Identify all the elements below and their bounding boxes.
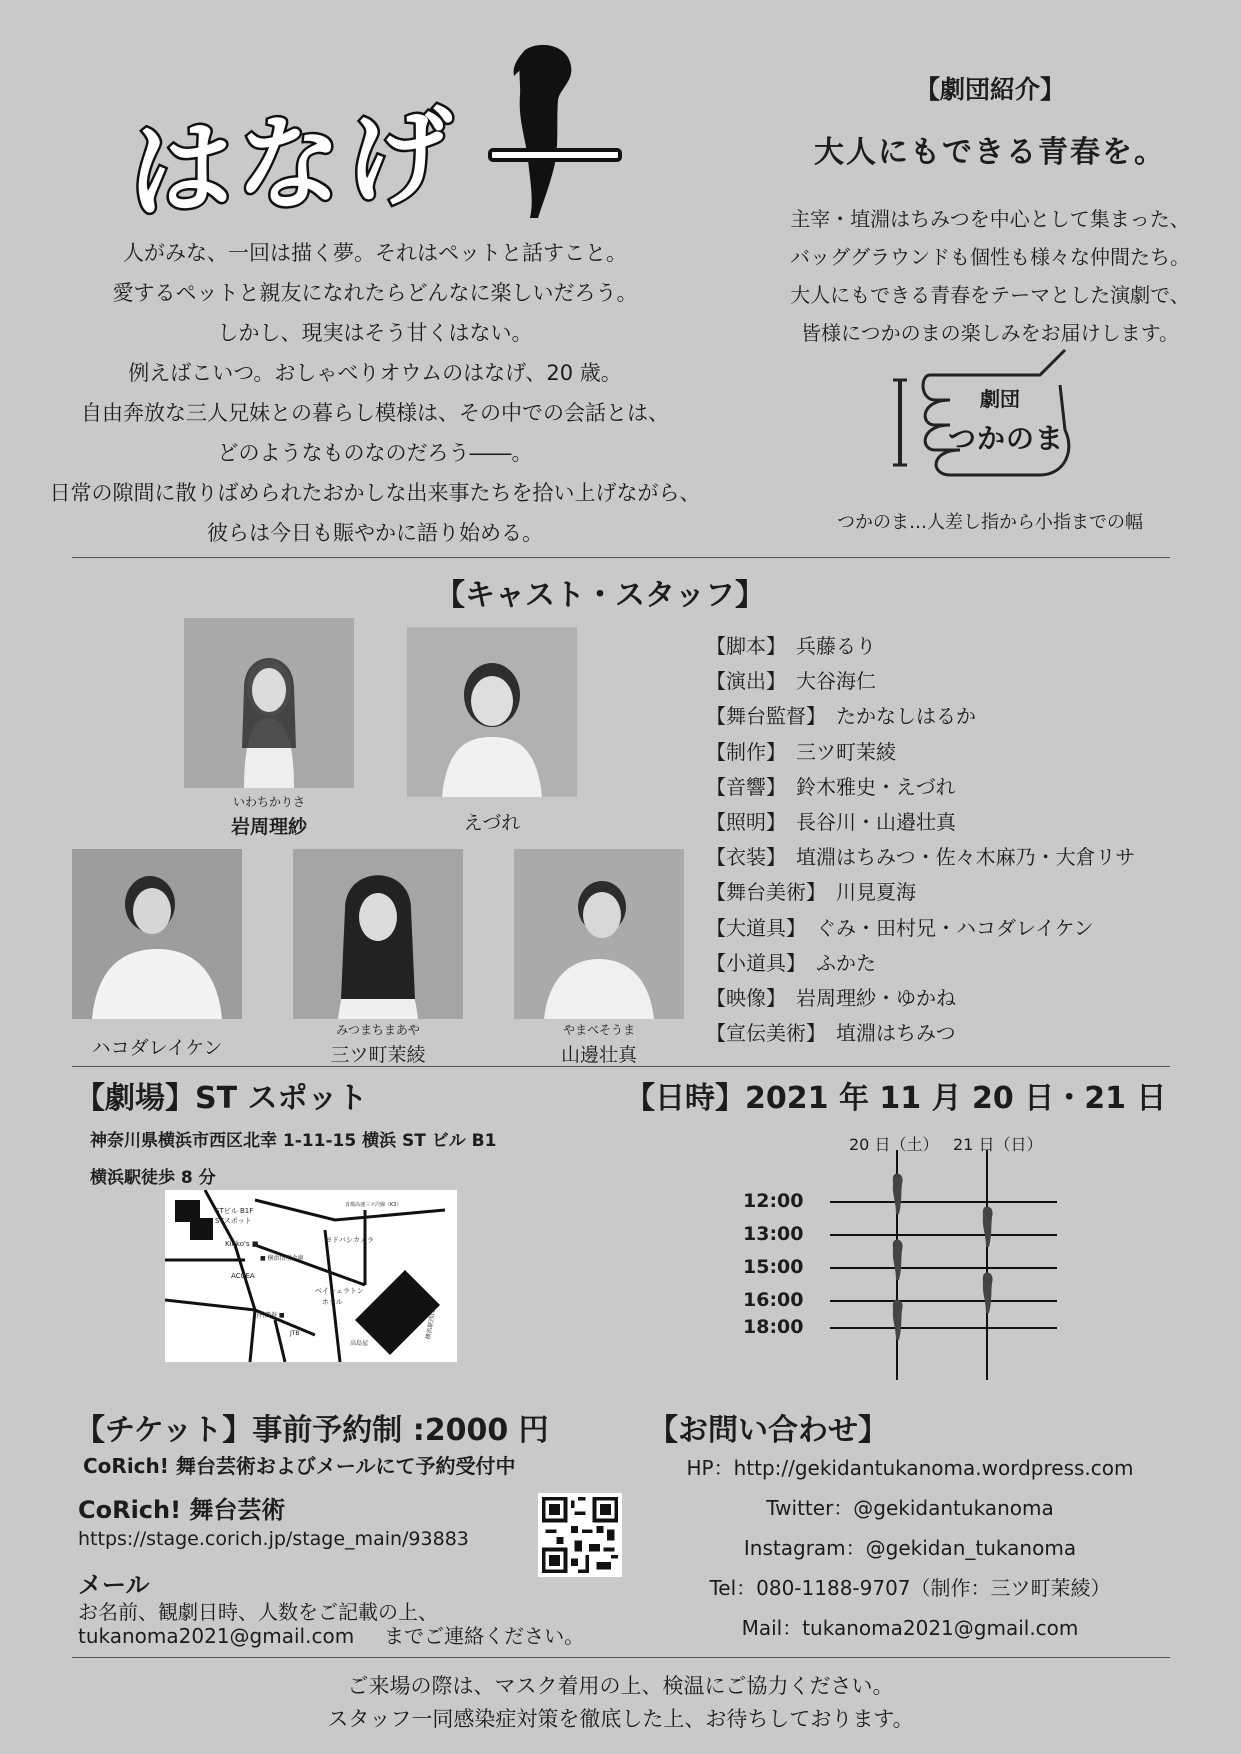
staff-role: 【照明】 — [706, 810, 786, 835]
staff-name: 埴淵はちみつ・佐々木麻乃・大倉リサ — [796, 845, 1136, 870]
staff-name: 岩周理紗・ゆかね — [796, 986, 956, 1011]
cast-name: 三ツ町茉綾 — [330, 1044, 426, 1066]
day2-label: 21 日（日） — [953, 1135, 1043, 1154]
cast-photo — [184, 618, 354, 788]
corich-url-link[interactable]: https://stage.corich.jp/stage_main/93883 — [78, 1528, 469, 1550]
staff-row — [706, 946, 1135, 981]
staff-row — [706, 981, 1135, 1016]
footer-notice: スタッフ一同感染症対策を徹底した上、お待ちしております。 — [327, 1707, 914, 1731]
time-label: 18:00 — [743, 1316, 804, 1338]
intro-line: 愛するペットと親友になれたらどんなに楽しいだろう。 — [112, 281, 638, 305]
day1-label: 20 日（土） — [849, 1135, 939, 1154]
parrot-marker-icon — [887, 1298, 907, 1342]
parrot-marker-icon — [887, 1238, 907, 1282]
time-label: 16:00 — [743, 1289, 804, 1311]
staff-row — [706, 1016, 1135, 1051]
mail-instructions — [78, 1600, 584, 1648]
inquiry-mail[interactable]: Mail：tukanoma2021@gmail.com — [741, 1616, 1079, 1640]
staff-role: 【音響】 — [706, 774, 786, 799]
map-label: ホテル — [322, 1298, 343, 1306]
ticket-subheading: CoRich! 舞台芸術およびメールにて予約受付中 — [83, 1454, 516, 1478]
portrait-icon — [514, 849, 684, 1019]
staff-row — [706, 699, 1135, 734]
troupe-logo-caption: つかのま…人差し指から小指までの幅 — [837, 512, 1143, 533]
inquiry-instagram[interactable]: Instagram：@gekidan_tukanoma — [743, 1536, 1077, 1560]
staff-name: 兵藤るり — [796, 634, 876, 658]
staff-row — [706, 770, 1135, 805]
troupe-line: バッググラウンドも個性も様々な仲間たち。 — [790, 245, 1190, 269]
parrot-marker-icon — [977, 1205, 997, 1249]
staff-name: ぐみ・田村兄・ハコダレイケン — [816, 915, 1094, 940]
staff-name: 長谷川・山邉壮真 — [796, 810, 956, 835]
portrait-icon — [293, 849, 463, 1019]
troupe-logo-small: 劇団 — [980, 387, 1020, 411]
parrot-silhouette-icon — [430, 40, 630, 220]
mail-suffix: までご連絡ください。 — [384, 1624, 585, 1648]
map-label: JTB — [290, 1330, 300, 1337]
intro-text — [40, 233, 710, 553]
date-heading: 【日時】2021 年 11 月 20 日・21 日 — [625, 1081, 1167, 1116]
divider — [72, 557, 1170, 558]
portrait-icon — [184, 618, 354, 788]
intro-line: しかし、現実はそう甘くはない。 — [217, 321, 533, 345]
divider — [72, 1066, 1170, 1067]
inquiry-hp-link[interactable]: HP：http://gekidantukanoma.wordpress.com — [686, 1456, 1134, 1480]
map-label: ACCEA — [231, 1272, 255, 1280]
cast-photo — [293, 849, 463, 1019]
staff-role: 【舞台監督】 — [706, 704, 826, 729]
staff-role: 【映像】 — [706, 986, 786, 1011]
tsukanoma-logo — [890, 345, 1090, 495]
time-label: 13:00 — [743, 1223, 804, 1245]
map-label: STスポット — [215, 1217, 252, 1225]
logo-title: はなげ — [125, 94, 458, 234]
cast-name: 山邊壮真 — [560, 1044, 637, 1066]
staff-name: 埴淵はちみつ — [836, 1021, 956, 1046]
mail-heading: メール — [78, 1571, 150, 1599]
staff-role: 【演出】 — [706, 669, 786, 694]
cast-name: えづれ — [463, 812, 521, 834]
portrait-icon — [72, 849, 242, 1019]
staff-name: 三ツ町茉綾 — [796, 739, 896, 764]
staff-list — [706, 629, 1135, 1051]
cast-furigana: いわちかりさ — [232, 795, 305, 809]
map-label: Kinko's ■ — [225, 1240, 259, 1248]
venue-heading: 【劇場】ST スポット — [75, 1081, 368, 1116]
parrot-marker-icon — [887, 1172, 907, 1216]
hanage-logo — [125, 40, 610, 234]
map-label: ベイシェラトン — [315, 1287, 364, 1295]
staff-role: 【衣装】 — [706, 845, 786, 870]
qr-code-icon — [542, 1497, 618, 1573]
inquiry-twitter[interactable]: Twitter：@gekidantukanoma — [766, 1496, 1054, 1520]
troupe-line: 主宰・埴淵はちみつを中心として集まった、 — [790, 207, 1190, 231]
mail-address[interactable]: tukanoma2021@gmail.com — [78, 1624, 355, 1648]
mail-line — [78, 1624, 584, 1648]
divider — [72, 1657, 1170, 1658]
intro-line: どのようなものなのだろう――。 — [217, 441, 533, 465]
venue-map — [165, 1190, 457, 1362]
intro-line: 人がみな、一回は描く夢。それはペットと話すこと。 — [123, 241, 627, 265]
corich-heading: CoRich! 舞台芸術 — [78, 1496, 286, 1524]
staff-name: 川見夏海 — [836, 880, 916, 905]
intro-line: 例えばこいつ。おしゃべりオウムのはなげ、20 歳。 — [128, 361, 622, 385]
staff-name: ふかた — [816, 950, 876, 975]
staff-row — [706, 664, 1135, 699]
staff-role: 【大道具】 — [706, 915, 806, 940]
inquiry-heading: 【お問い合わせ】 — [648, 1413, 888, 1448]
troupe-tagline: 大人にもできる青春を。 — [814, 135, 1166, 170]
map-label: STビル B1F — [215, 1207, 254, 1215]
cast-name: ハコダレイケン — [91, 1037, 223, 1059]
cast-photo — [72, 849, 242, 1019]
map-label: 横浜駅西口 — [424, 1309, 438, 1341]
staff-role: 【小道具】 — [706, 950, 806, 975]
cast-photo — [407, 627, 577, 797]
staff-name: 鈴木雅史・えづれ — [796, 774, 956, 799]
troupe-heading: 【劇団紹介】 — [914, 75, 1065, 104]
inquiry-tel: Tel：080-1188-9707（制作：三ツ町茉綾） — [709, 1576, 1111, 1600]
venue-access: 横浜駅徒歩 8 分 — [90, 1168, 216, 1188]
troupe-line: 大人にもできる青春をテーマとした演劇で、 — [790, 283, 1190, 307]
staff-row — [706, 805, 1135, 840]
qr-code[interactable] — [538, 1493, 622, 1577]
staff-role: 【制作】 — [706, 739, 786, 764]
cast-photo — [514, 849, 684, 1019]
intro-line: 彼らは今日も賑やかに語り始める。 — [207, 521, 543, 545]
map-label: 野村證券 ■ — [253, 1312, 285, 1319]
footer-notice: ご来場の際は、マスク着用の上、検温にご協力ください。 — [347, 1674, 894, 1698]
time-label: 12:00 — [743, 1190, 804, 1212]
map-label: 高島屋 — [350, 1340, 369, 1347]
staff-row — [706, 875, 1135, 910]
portrait-icon — [407, 627, 577, 797]
staff-role: 【脚本】 — [706, 634, 786, 658]
cast-furigana: みつまちまあや — [336, 1023, 420, 1037]
ticket-heading: 【チケット】事前予約制 :2000 円 — [75, 1413, 549, 1448]
cast-heading: 【キャスト・スタッフ】 — [435, 578, 765, 613]
parrot-marker-icon — [977, 1271, 997, 1315]
intro-line: 自由奔放な三人兄妹との暮らし模様は、その中での会話とは、 — [81, 401, 669, 425]
troupe-logo-main: つかのま — [948, 422, 1065, 455]
mail-line: お名前、観劇日時、人数をご記載の上、 — [78, 1600, 438, 1624]
troupe-line: 皆様につかのまの楽しみをお届けします。 — [801, 321, 1179, 345]
map-label: ■ 横浜信用金庫 — [260, 1255, 304, 1262]
time-label: 15:00 — [743, 1256, 804, 1278]
street-map-icon — [165, 1190, 457, 1362]
troupe-description — [745, 200, 1235, 352]
staff-name: たかなしはるか — [836, 704, 976, 729]
staff-role: 【宣伝美術】 — [706, 1021, 826, 1046]
cast-name: 岩周理紗 — [230, 816, 307, 838]
schedule-grid — [743, 1150, 1080, 1380]
staff-row — [706, 911, 1135, 946]
map-label: ヨドバシカメラ — [325, 1236, 374, 1244]
staff-role: 【舞台美術】 — [706, 880, 826, 905]
staff-row — [706, 629, 1135, 664]
intro-line: 日常の隙間に散りばめられたおかしな出来事たちを拾い上げながら、 — [49, 481, 701, 505]
cast-furigana: やまべそうま — [562, 1023, 635, 1037]
map-label: 首都高速三ツ沢線（K3） — [345, 1202, 402, 1208]
staff-row — [706, 735, 1135, 770]
staff-name: 大谷海仁 — [796, 669, 876, 694]
staff-row — [706, 840, 1135, 875]
venue-address: 神奈川県横浜市西区北幸 1-11-15 横浜 ST ビル B1 — [90, 1131, 497, 1151]
